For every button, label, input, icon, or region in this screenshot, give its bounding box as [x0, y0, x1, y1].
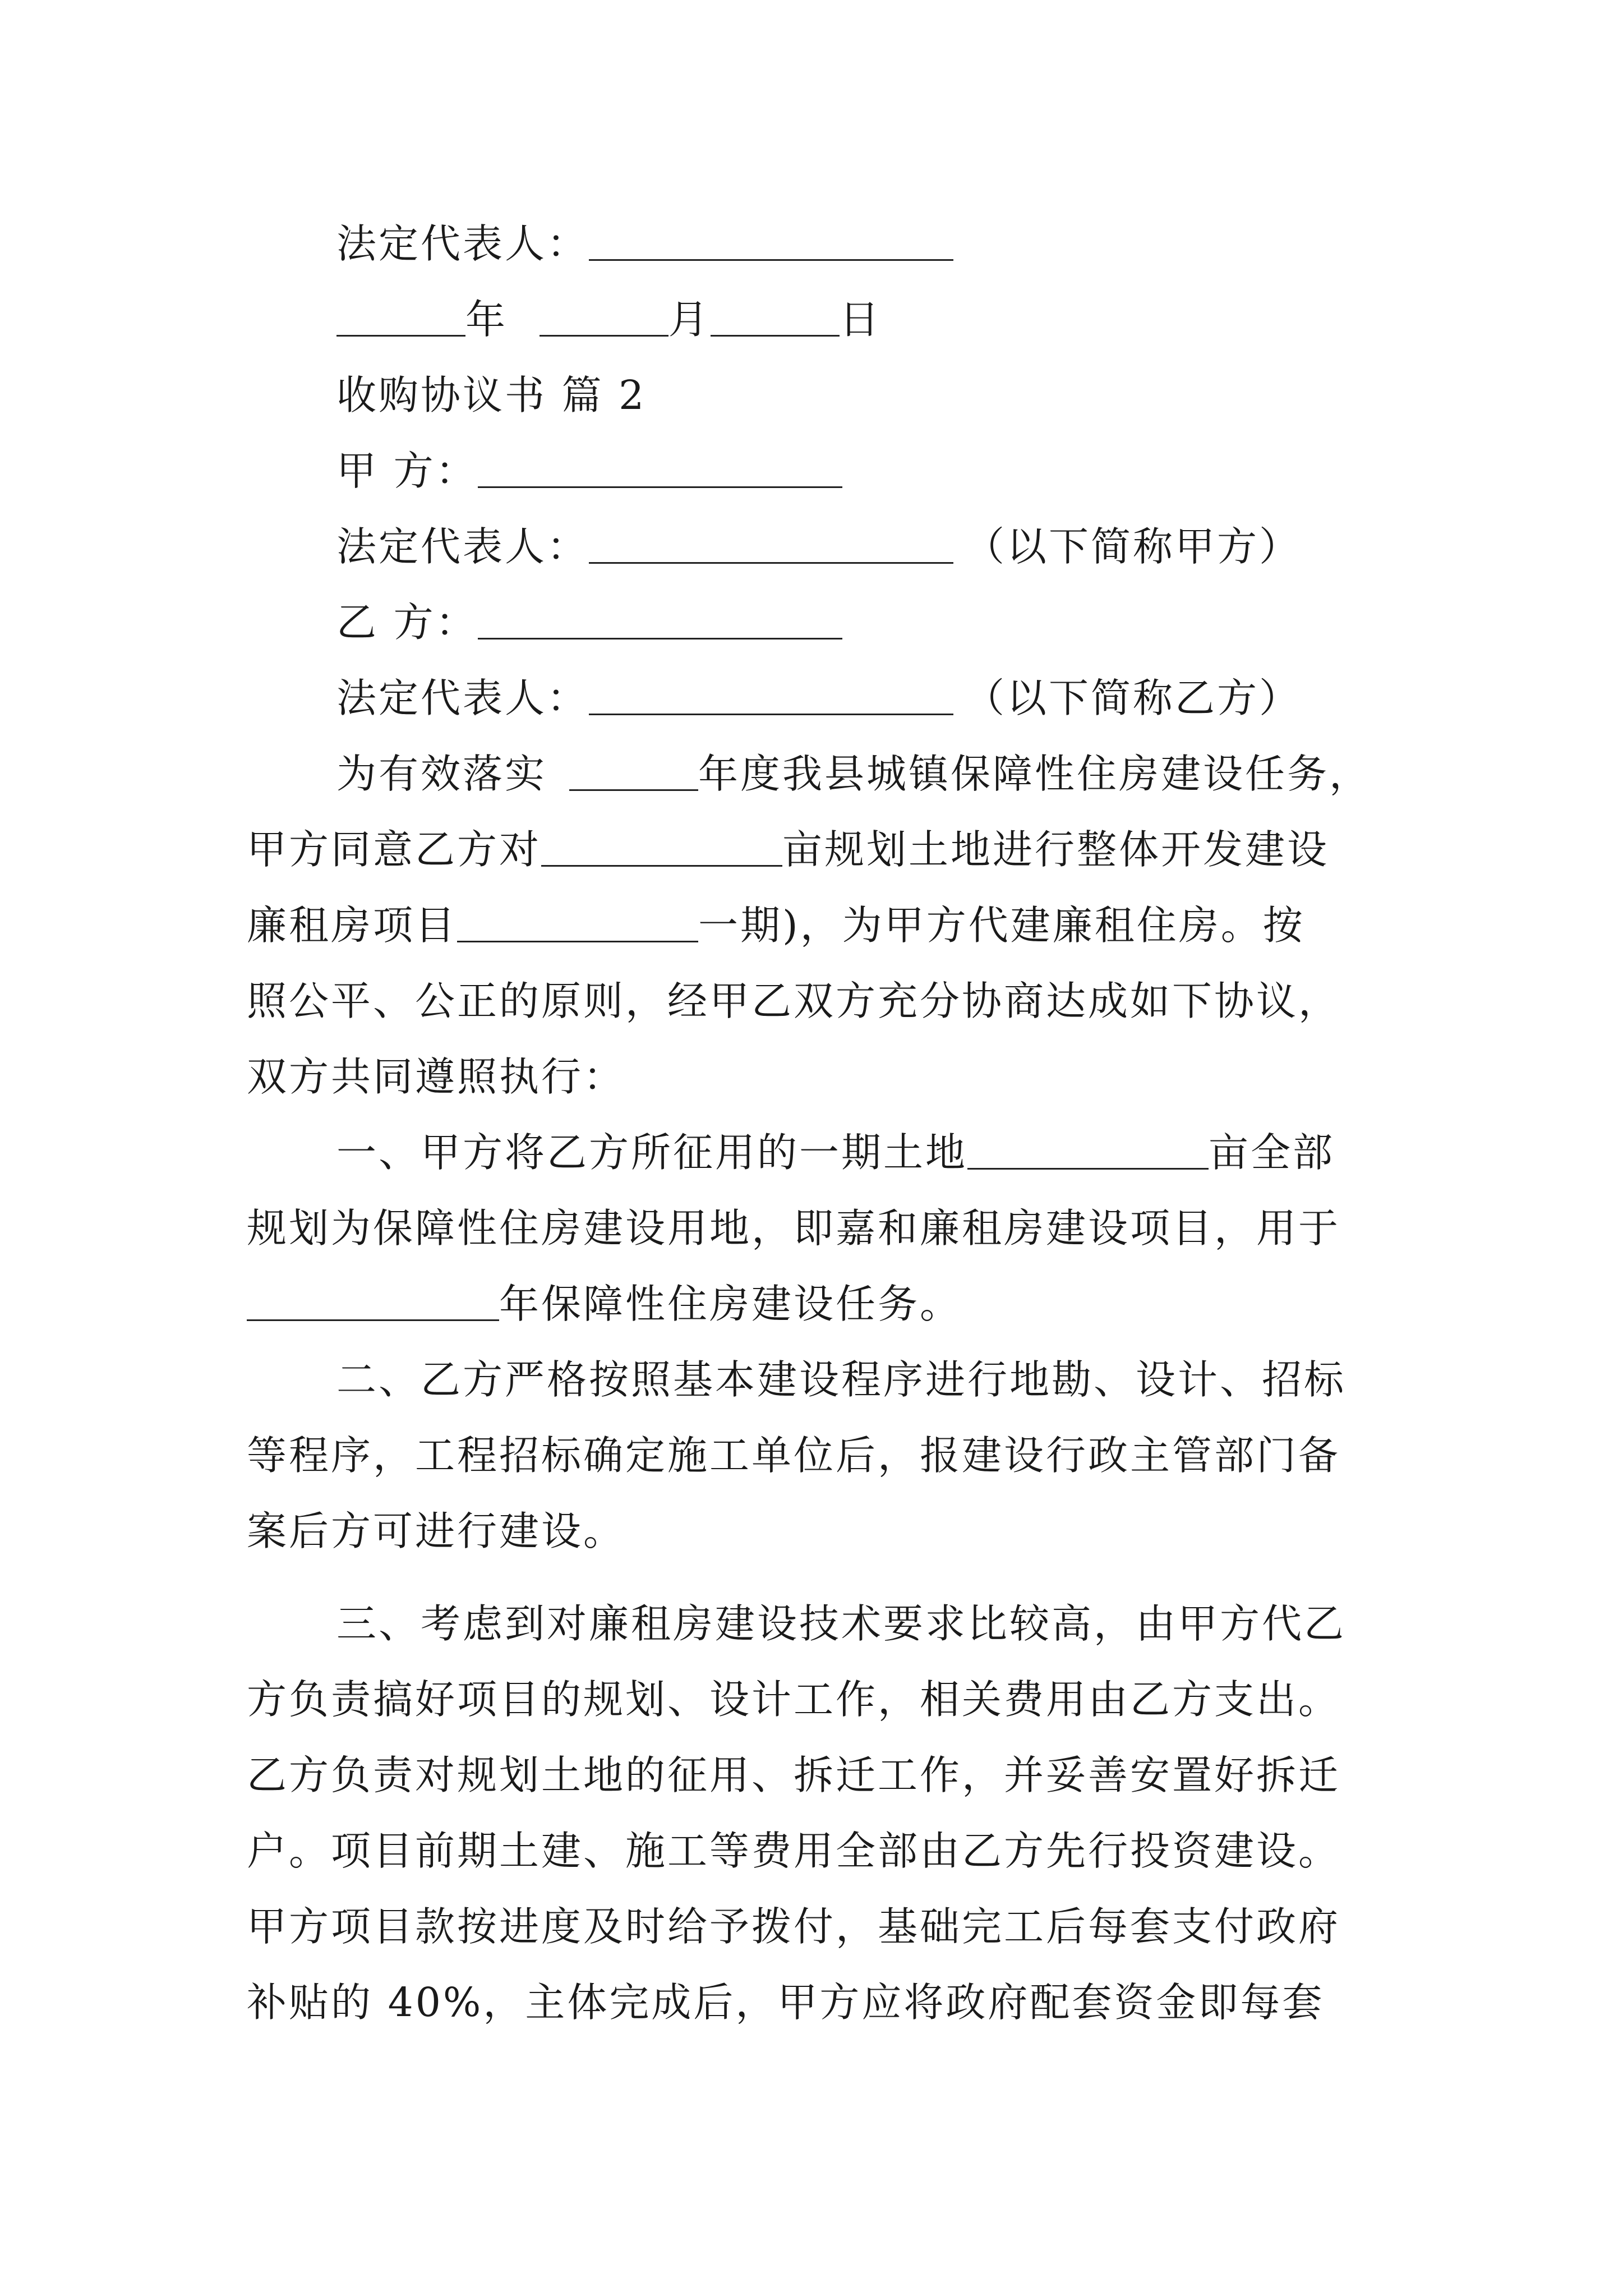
- text-run: 一、甲方将乙方所征用的一期土地: [336, 1129, 968, 1176]
- text-run: 亩全部: [1209, 1129, 1335, 1176]
- text-run: 为有效落实: [336, 751, 547, 797]
- abbr-a-text: （以下简称甲方）: [965, 523, 1302, 570]
- party-b-label: 乙 方：: [336, 599, 478, 646]
- para1-line1: [336, 1128, 1335, 1178]
- para3-line2: 方负责搞好项目的规划、设计工作，相关费用由乙方支出。: [247, 1676, 1341, 1723]
- text-run: 年度我县城镇保障性住房建设任务，: [698, 751, 1372, 797]
- rep-b-label: 法定代表人：: [336, 675, 589, 721]
- para1-line3: [247, 1279, 962, 1329]
- rep-label: 法定代表人：: [336, 220, 589, 267]
- para3-line4: 户。项目前期土建、施工等费用全部由乙方先行投资建设。: [247, 1828, 1341, 1874]
- para3-line6: 补贴的 40%，主体完成后，甲方应将政府配套资金即每套: [247, 1979, 1325, 2026]
- abbr-b-text: （以下简称乙方）: [965, 675, 1302, 721]
- party-b-line: [336, 597, 842, 648]
- blank-field: [478, 450, 842, 488]
- text-run: 廉租房项目: [247, 902, 458, 949]
- para0-line2: [247, 825, 1329, 875]
- para2-line2: 等程序，工程招标确定施工单位后，报建设行政主管部门备: [247, 1432, 1341, 1479]
- para3-line1: 三、考虑到对廉租房建设技术要求比较高，由甲方代乙: [336, 1600, 1347, 1647]
- blank-field: [589, 678, 953, 715]
- para0-line4: 照公平、公正的原则，经甲乙双方充分协商达成如下协议，: [247, 978, 1341, 1024]
- day-label: 日: [839, 296, 882, 343]
- para0-line5: 双方共同遵照执行：: [247, 1053, 626, 1100]
- rep-a-line: [336, 522, 1301, 572]
- para3-line3: 乙方负责对规划土地的征用、拆迁工作，并妥善安置好拆迁: [247, 1752, 1341, 1798]
- date-line: [336, 295, 882, 345]
- section-heading: 收购协议书 篇 2: [336, 372, 647, 418]
- text-run: 年保障性住房建设任务。: [499, 1281, 962, 1327]
- month-label: 月: [668, 296, 711, 343]
- blank-field: [541, 829, 782, 867]
- blank-field: [589, 526, 953, 564]
- para0-line3: [247, 900, 1305, 951]
- para3-line5: 甲方项目款按进度及时给予拨付，基础完工后每套支付政府: [247, 1903, 1341, 1950]
- para0-line1: [336, 749, 1371, 799]
- party-a-label: 甲 方：: [336, 448, 478, 494]
- blank-month: [540, 299, 668, 337]
- para1-line2: 规划为保障性住房建设用地，即嘉和廉租房建设项目，用于: [247, 1205, 1341, 1251]
- para2-line3: 案后方可进行建设。: [247, 1508, 626, 1554]
- blank-day: [711, 299, 840, 337]
- blank-field: [589, 223, 953, 261]
- text-run: 甲方同意乙方对: [247, 826, 542, 873]
- rep-line-top: [336, 219, 953, 269]
- blank-field: [457, 905, 698, 942]
- para2-line1: 二、乙方严格按照基本建设程序进行地勘、设计、招标: [336, 1356, 1347, 1403]
- text-run: 一期)，为甲方代建廉租住房。按: [698, 902, 1305, 949]
- party-a-line: [336, 446, 842, 496]
- blank-field: [478, 602, 842, 639]
- year-label: 年: [465, 296, 508, 343]
- blank-field: [967, 1132, 1209, 1170]
- rep-b-line: [336, 673, 1301, 724]
- blank-field: [247, 1283, 499, 1321]
- blank-field: [569, 753, 698, 791]
- rep-a-label: 法定代表人：: [336, 523, 589, 570]
- blank-year: [336, 299, 465, 337]
- text-run: 亩规划土地进行整体开发建设: [782, 826, 1330, 873]
